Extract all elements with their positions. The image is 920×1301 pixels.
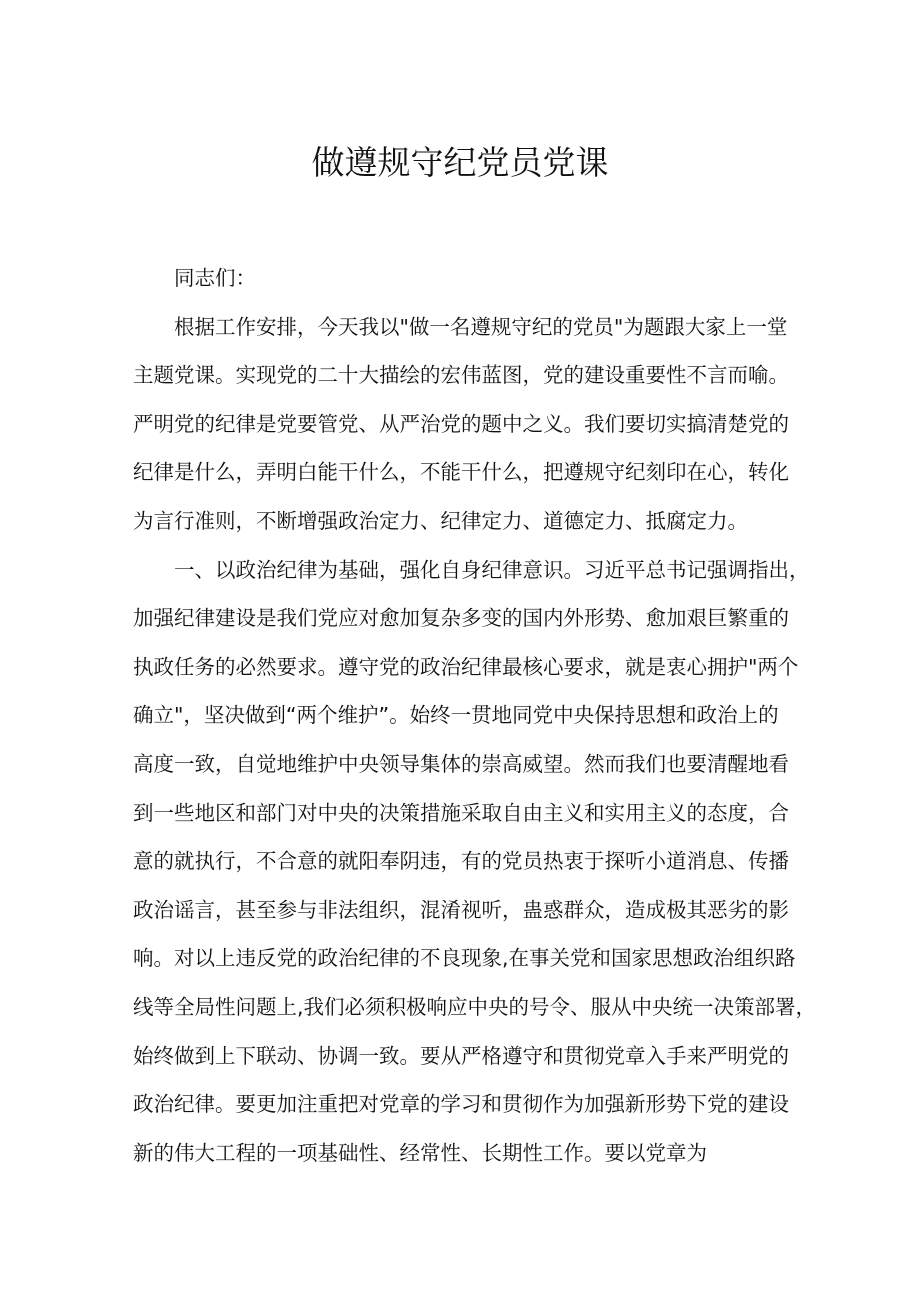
paragraph-line: 确立"，坚决做到“两个维护”。始终一贯地同党中央保持思想和政治上的 — [133, 703, 779, 728]
document-body — [133, 254, 817, 1177]
paragraph-line: 主题党课。实现党的二十大描绘的宏伟蓝图，党的建设重要性不言而喻。 — [133, 363, 789, 388]
paragraph-line: 政治纪律。要更加注重把对党章的学习和贯彻作为加强新形势下党的建设 — [133, 1092, 789, 1117]
paragraph-line: 执政任务的必然要求。遵守党的政治纪律最核心要求，就是衷心拥护"两个 — [133, 654, 799, 679]
paragraph-line: 严明党的纪律是党要管党、从严治党的题中之义。我们要切实搞清楚党的 — [133, 411, 789, 436]
document-title: 做遵规守纪党员党课 — [311, 143, 609, 182]
paragraph-line: 意的就执行，不合意的就阳奉阴违，有的党员热衷于探听小道消息、传播 — [133, 849, 789, 874]
paragraph-line: 新的伟大工程的一项基础性、经常性、长期性工作。要以党章为 — [133, 1140, 707, 1165]
paragraph-line: 线等全局性问题上,我们必须积极响应中央的号令、服从中央统一决策部署， — [133, 994, 817, 1019]
paragraph-line: 高度一致，自觉地维护中央领导集体的崇高威望。然而我们也要清醒地看 — [133, 751, 789, 776]
paragraph-line: 到一些地区和部门对中央的决策措施采取自由主义和实用主义的态度，合 — [133, 800, 789, 825]
paragraph-line: 政治谣言，甚至参与非法组织，混淆视听，蛊惑群众，造成极其恶劣的影 — [133, 897, 789, 922]
paragraph-line: 响。对以上违反党的政治纪律的不良现象,在事关党和国家思想政治组织路 — [133, 946, 796, 971]
paragraph-line: 纪律是什么，弄明白能干什么，不能干什么，把遵规守纪刻印在心，转化 — [133, 460, 789, 485]
salutation: 同志们： — [174, 266, 256, 290]
paragraph-line: 一、以政治纪律为基础，强化自身纪律意识。习近平总书记强调指出， — [174, 557, 810, 582]
paragraph-line: 始终做到上下联动、协调一致。要从严格遵守和贯彻党章入手来严明党的 — [133, 1043, 789, 1068]
paragraph-line: 根据工作安排，今天我以"做一名遵规守纪的党员"为题跟大家上一堂 — [174, 314, 788, 339]
paragraph-line: 为言行准则，不断增强政治定力、纪律定力、道德定力、抵腐定力。 — [133, 508, 748, 533]
paragraph-line: 加强纪律建设是我们党应对愈加复杂多变的国内外形势、愈加艰巨繁重的 — [133, 606, 789, 631]
